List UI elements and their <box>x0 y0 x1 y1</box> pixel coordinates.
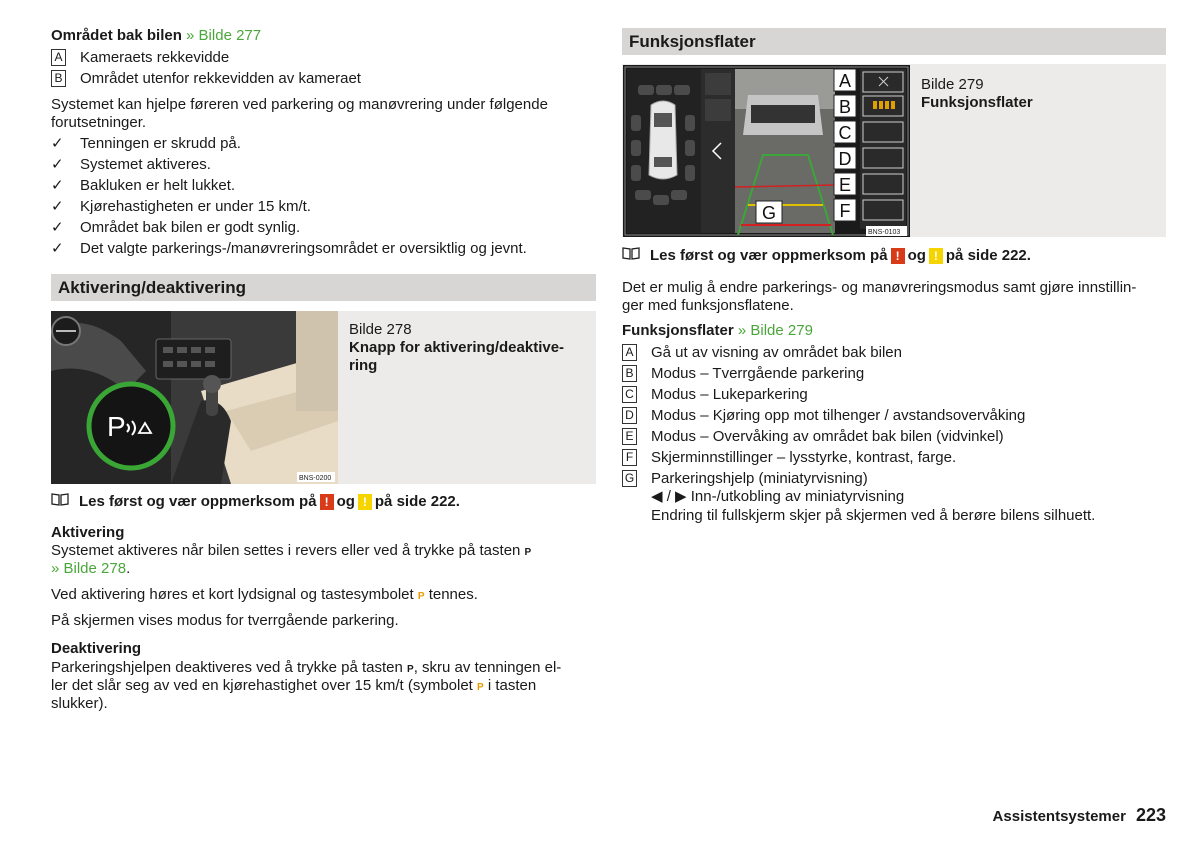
legend-item-a: A Kameraets rekkevidde <box>51 48 229 67</box>
function-surfaces-heading: Funksjonsflater » Bilde 279 <box>622 322 813 339</box>
figure-279-link[interactable]: » Bilde 279 <box>737 322 813 339</box>
checkmark-icon: ✓ <box>51 156 64 173</box>
warning-yellow-icon: ! <box>358 494 372 510</box>
legend-g-line2: ◀ / ▶ Inn-/utkobling av miniatyrvisning <box>651 488 905 505</box>
checkmark-icon: ✓ <box>51 219 64 236</box>
activation-title: Aktivering <box>51 524 125 541</box>
warning-red-icon: ! <box>320 494 334 510</box>
figure-caption-line1: Knapp for aktivering/deaktive- <box>349 339 565 356</box>
tag-c: C <box>838 123 852 143</box>
checkmark-icon: ✓ <box>51 177 64 194</box>
checkmark-icon: ✓ <box>51 135 64 152</box>
figure-label: Bilde 279 <box>921 76 984 93</box>
parking-key-lit-icon: P <box>477 682 484 693</box>
legend-item-b: B Modus – Tverrgående parkering <box>622 364 864 383</box>
parking-key-lit-icon: P <box>417 591 425 602</box>
warning-yellow-icon: ! <box>929 248 943 264</box>
parking-key-icon: P <box>524 547 532 558</box>
checkmark-icon: ✓ <box>51 240 64 257</box>
tag-a: A <box>838 71 852 91</box>
legend-item-b: B Området utenfor rekkevidden av kameraet <box>51 69 361 88</box>
read-first-note: Les først og vær oppmerksom på ! og ! på side 222. <box>622 246 1031 265</box>
rear-area-heading: Området bak bilen » Bilde 277 <box>51 27 262 44</box>
figure-278 <box>51 311 596 484</box>
figure-279 <box>622 64 1166 237</box>
tag-b: B <box>838 97 852 117</box>
activation-line2: » Bilde 278. <box>51 560 131 577</box>
figure-278-link[interactable]: » Bilde 278 <box>51 560 127 577</box>
tag-g: G <box>761 203 777 223</box>
activation-para2: Ved aktivering høres et kort lydsignal og tastesymbolet P tennes. <box>51 586 478 606</box>
book-icon <box>622 246 642 265</box>
figure-caption: Funksjonsflater <box>921 94 1033 111</box>
tag-d: D <box>838 149 852 169</box>
warning-red-icon: ! <box>891 248 905 264</box>
section-header-activation: Aktivering/deaktivering <box>51 274 596 301</box>
deactivation-line1: Parkeringshjelpen deaktiveres ved å trykke på tasten P, skru av tenningen el- <box>51 659 561 679</box>
legend-g-line3: Endring til fullskjerm skjer på skjermen ved å berøre bilens silhuett. <box>651 507 1096 524</box>
activation-para3: På skjermen vises modus for tverrgående parkering. <box>51 612 399 629</box>
legend-item-e: E Modus – Overvåking av området bak bilen (vidvinkel) <box>622 427 1004 446</box>
intro-paragraph-line1: Systemet kan hjelpe føreren ved parkering og manøvrering under følgende <box>51 96 548 113</box>
camera-display-screenshot <box>623 65 910 238</box>
footer-section: Assistentsystemer <box>992 808 1126 825</box>
book-icon <box>51 492 71 511</box>
intro-paragraph-line2: ger med funksjonsflatene. <box>622 297 794 314</box>
figure-caption-line2: ring <box>349 357 378 374</box>
parking-button-label: P <box>107 411 126 442</box>
dashboard-photo <box>51 311 338 484</box>
tag-e: E <box>838 175 852 195</box>
intro-paragraph-line1: Det er mulig å endre parkerings- og manøvreringsmodus samt gjøre innstillin- <box>622 279 1137 296</box>
figure-label: Bilde 278 <box>349 321 412 338</box>
legend-item-d: D Modus – Kjøring opp mot tilhenger / avstandsovervåking <box>622 406 1025 425</box>
legend-item-a: A Gå ut av visning av området bak bilen <box>622 343 902 362</box>
legend-item-c: C Modus – Lukeparkering <box>622 385 808 404</box>
page-footer <box>993 806 1166 826</box>
activation-line1: Systemet aktiveres når bilen settes i revers eller ved å trykke på tasten P <box>51 542 531 562</box>
deactivation-line3: slukker). <box>51 695 108 712</box>
checkmark-icon: ✓ <box>51 198 64 215</box>
legend-item-f: F Skjerminnstillinger – lysstyrke, kontrast, farge. <box>622 448 956 467</box>
tag-f: F <box>839 201 851 221</box>
figure-code: BNS-0200 <box>299 475 332 482</box>
legend-item-g: G Parkeringshjelp (miniatyrvisning) <box>622 469 868 488</box>
section-header-function-surfaces: Funksjonsflater <box>622 28 1166 55</box>
page-number: 223 <box>1135 805 1166 825</box>
read-first-note: Les først og vær oppmerksom på ! og ! på side 222. <box>51 492 460 511</box>
figure-code: BNS-0103 <box>868 229 901 236</box>
figure-277-link[interactable]: » Bilde 277 <box>186 27 262 44</box>
deactivation-line2: ler det slår seg av ved en kjørehastighet over 15 km/t (symbolet P i tasten <box>51 677 536 697</box>
deactivation-title: Deaktivering <box>51 640 142 657</box>
intro-paragraph-line2: forutsetninger. <box>51 114 147 131</box>
parking-key-icon: P <box>407 664 414 675</box>
